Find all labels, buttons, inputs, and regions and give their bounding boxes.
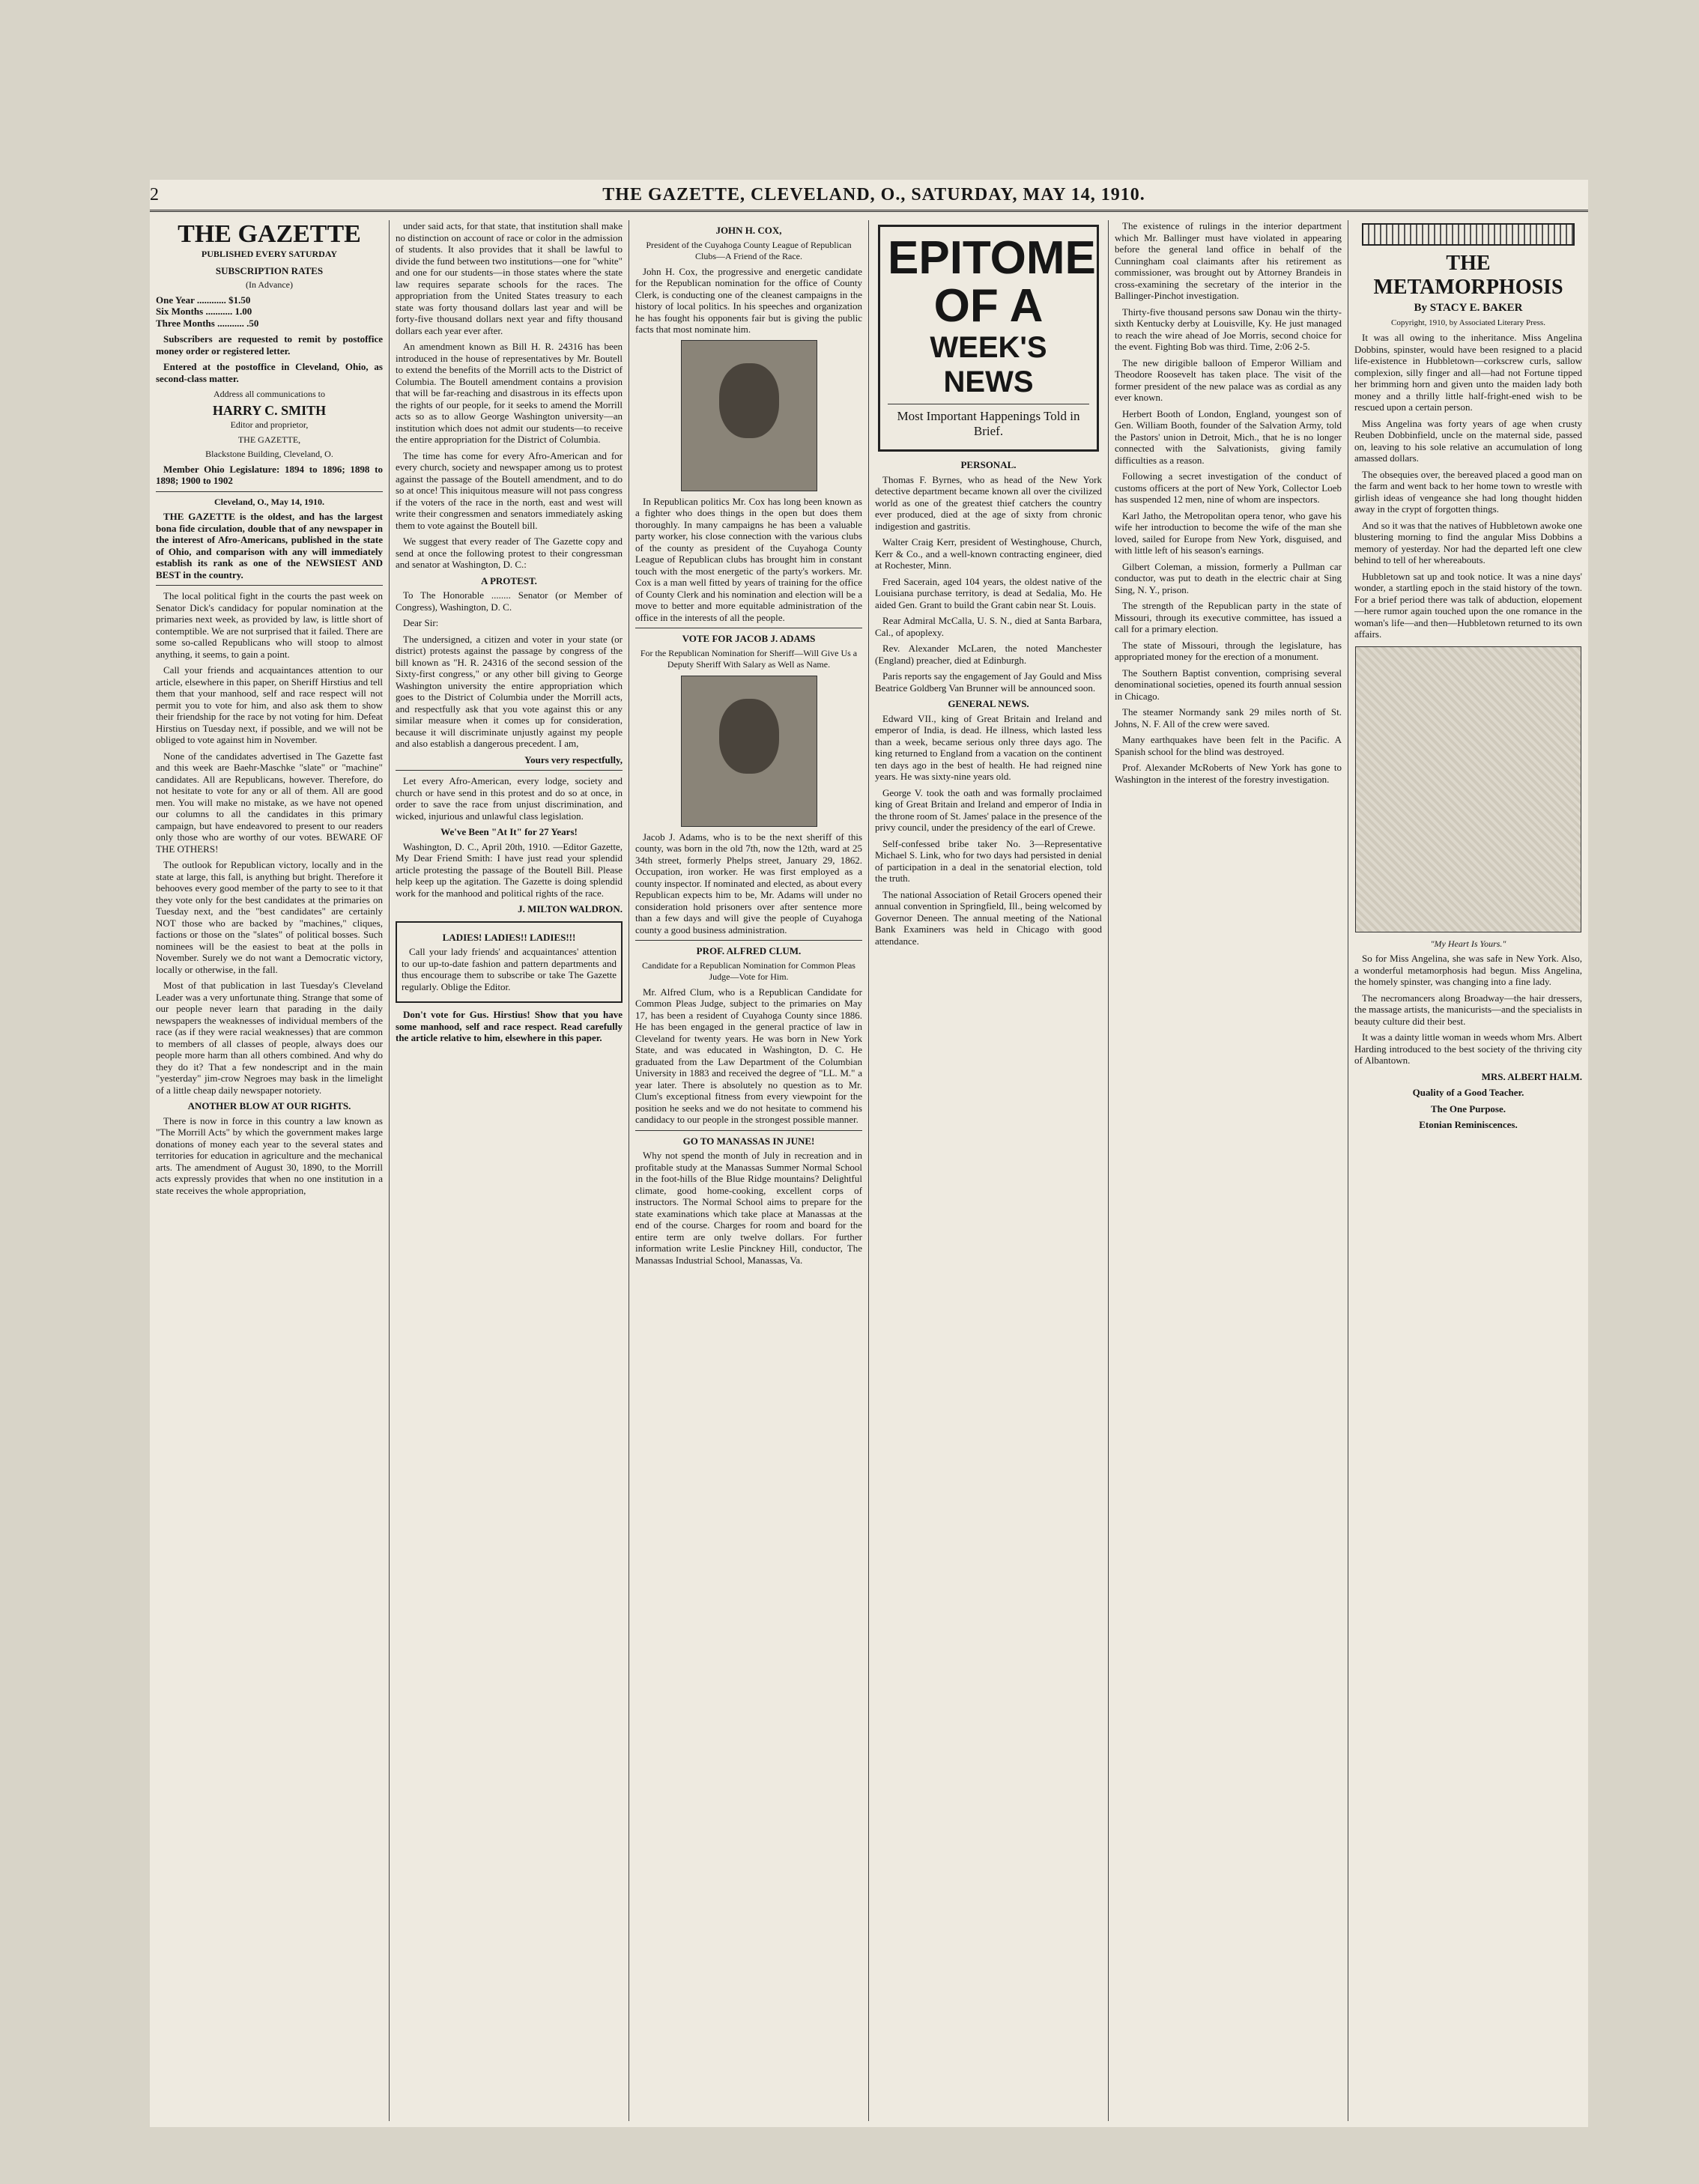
published-line: PUBLISHED EVERY SATURDAY [201, 249, 338, 259]
cox-portrait [681, 340, 817, 491]
protest-body: The undersigned, a citizen and voter in your state (or district) protests against the passage by congress of the bill known as "H. R. 24316 of the second session of the Sixty-first congress," or any other bill giving to George Washington university the entire appropriation which goes to the District of Columbia under the Morrill acts, and respectfully ask that you vote against this or any similar measure when it comes up for consideration, because it will discriminate unjustly against my people and also establish a dangerous precedent. I am, [396, 633, 623, 749]
protest-heading: A PROTEST. [481, 574, 537, 586]
intro-paragraph: THE GAZETTE is the oldest, and has the largest bona fide circulation, double that of any newspaper in the interest of Afro-Americans, published in the state of Ohio, and comparison with any will immediately establish its rank as one of the NEWSIEST AND BEST in the country. [156, 511, 383, 580]
another-blow-heading: ANOTHER BLOW AT OUR RIGHTS. [187, 1100, 351, 1111]
ornamental-border [1362, 223, 1575, 246]
ladies-box [396, 921, 623, 1004]
divider [635, 1130, 862, 1131]
clum-heading: PROF. ALFRED CLUM. [696, 945, 802, 956]
weve-been-letter: Washington, D. C., April 20th, 1910. —Editor Gazette, My Dear Friend Smith: I have just read your splendid article protesting the passage of the Boutell Bill. Please help keep up the agitation. The Gazette is doing splendid work for the manhood and political rights of the race. [396, 840, 623, 899]
story-signoff: MRS. ALBERT HALM. [1481, 1070, 1582, 1082]
editor-paper: THE GAZETTE, [237, 434, 301, 445]
story-paragraph: Miss Angelina was forty years of age when crusty Reuben Dobbinfield, uncle on the maternal side, passed on, leaving to his sole relative an accumulation of long amassed dollars. [1354, 417, 1582, 464]
epitome-subtitle: Most Important Happenings Told in Brief. [897, 409, 1080, 438]
divider [156, 585, 383, 586]
protest-closing: Yours very respectfully, [524, 753, 623, 765]
personal-item: Fred Sacerain, aged 104 years, the oldest native of the Louisiana purchase territory, is dead at Sedalia, Mo. He aided Gen. Grant to build the Grant cabin near St. Louis. [875, 575, 1102, 610]
cox-subheading: President of the Cuyahoga County League of Republican Clubs—A Friend of the Race. [646, 239, 852, 261]
entered-note: Entered at the postoffice in Cleveland, Ohio, as second-class matter. [156, 361, 383, 384]
column-2 [390, 220, 629, 2121]
address-line: Address all communications to [213, 389, 325, 399]
rate-one-year: One Year ............ $1.50 [156, 294, 251, 306]
epitome-box [878, 225, 1099, 452]
protest-salutation: Dear Sir: [403, 617, 439, 628]
editorial-paragraph: The outlook for Republican victory, locally and in the state at large, this fall, is anything but bright. Therefore it behooves every good member of the party to see to it that they vote only for the best candidates at the primaries on Tuesday next, and the "best candidates" are certainly NOT those who are backed by "machines," cliques, factions or those on the "slates" of political bosses. Such nominees will be the easiest to beat at the polls in November. Surely we do not want a Democratic victory, locally or otherwise, in the fall. [156, 859, 383, 975]
page-title: THE GAZETTE, CLEVELAND, O., SATURDAY, MAY 14, 1910. [602, 184, 1145, 204]
article-paragraph: The time has come for every Afro-American and for every church, society and newspaper among us to protest against the passage of the Boutell amendment, and to do so at once! This iniquitous measure will not pass congress if the voters of the race in the north, east and west will write their congressmen and senators immediately asking them to vote against the Boutell bill. [396, 449, 623, 531]
personal-item: Paris reports say the engagement of Jay Gould and Miss Beatrice Goldberg Van Brunner will be announced soon. [875, 670, 1102, 694]
weve-been-heading: We've Been "At It" for 27 Years! [440, 826, 578, 837]
nameplate: THE GAZETTE [178, 220, 361, 248]
page-masthead [150, 180, 1588, 212]
adams-portrait [681, 676, 817, 827]
weve-been-signature: J. MILTON WALDRON. [518, 903, 623, 914]
cox-paragraph: John H. Cox, the progressive and energetic candidate for the Republican nomination for the office of County Clerk, is conducting one of the cleanest campaigns in the history of local politics. In his speeches and organization he has fought his opponents fair but is giving the public facts that most nominate him. [635, 265, 862, 335]
news-item: The state of Missouri, through the legislature, has appropriated money for the erection of a monument. [1115, 639, 1342, 662]
general-news-item: The national Association of Retail Grocers opened their annual convention in Springfield, Ill., being welcomed by Governor Deneen. The annual meeting of the National Bank Examiners was held in Chicago with good attendance. [875, 888, 1102, 947]
news-item: The steamer Normandy sank 29 miles north of St. Johns, N. F. All of the crew were saved. [1115, 706, 1342, 729]
editorial-paragraph: The local political fight in the courts the past week on Senator Dick's candidacy for popular nomination at the primaries next week, as provided by law, is little short of contemptible. We are not surprised that it failed. There are some so-called Republicans who will stoop to almost anything, it seems, to gain a point. [156, 590, 383, 660]
general-news-item: George V. took the oath and was formally proclaimed king of Great Britain and Ireland and emperor of India in the throne room of St. James' palace in the presence of the privy council, under the presidency of the earl of Crewe. [875, 786, 1102, 833]
dateline: Cleveland, O., May 14, 1910. [214, 496, 324, 507]
divider [396, 770, 623, 771]
manassas-heading: GO TO MANASSAS IN JUNE! [682, 1135, 815, 1147]
column-1 [150, 220, 390, 2121]
story-paragraph: So for Miss Angelina, she was safe in New York. Also, a wonderful metamorphosis had begun. Miss Angelina, the homely spinster, was changing into a fine lady. [1354, 953, 1582, 987]
editor-title: Editor and proprietor, [230, 419, 309, 430]
short-item-heading: Quality of a Good Teacher. [1412, 1087, 1524, 1098]
let-every-paragraph: Let every Afro-American, every lodge, society and church or have send in this protest and do so at once, in order to save the race from unjust discrimination, and wicked, injurious and unlawful class legislation. [396, 775, 623, 822]
news-item: Many earthquakes have been felt in the Pacific. A Spanish school for the blind was destroyed. [1115, 734, 1342, 757]
story-byline: By STACY E. BAKER [1414, 302, 1523, 314]
story-paragraph: Hubbletown sat up and took notice. It was a nine days' wonder, a startling epoch in the staid history of the town. For a brief period there was talk of abduction, elopement—here rumor again touched upon the one romance in the woman's life—and then—Hubbletown returned to its own affairs. [1354, 570, 1582, 640]
short-item-heading: Etonian Reminiscences. [1419, 1119, 1518, 1130]
editorial-paragraph: Most of that publication in last Tuesday's Cleveland Leader was a very unfortunate thing. Strange that some of our people never learn that parading in the daily newspapers the weaknesses of individual members of the race (as if they were racial weaknesses) that are common to members of all classes of people, always does our people more harm than all others combined. And why do they do it? That a few nondescript and in the main "yesterday" jim-crow Negroes may bask in the limelight of a little cheap daily newspaper notoriety. [156, 980, 383, 1096]
clum-paragraph: Mr. Alfred Clum, who is a Republican Candidate for Common Pleas Judge, subject to the primaries on May 17, has been a resident of Cuyahoga County since 1886. He has been engaged in the general practice of law in Cleveland for twenty years. He was born in New York State, and was educated in Washington, D. C. He graduated from the Law Department of the Columbian University in 1883 and received the degree of "LL. M." a year later. There is absolutely no question as to Mr. Clum's exceptional fitness from every viewpoint for the position he seeks and we do not hesitate to commend his candidacy to our people in the strongest possible manner. [635, 986, 862, 1125]
column-6 [1348, 220, 1588, 2121]
personal-item: Thomas F. Byrnes, who as head of the New York detective department became known all over the civilized world as one of the greatest thief catchers the country ever produced, died at the age of sixty from chronic indigestion and gastritis. [875, 473, 1102, 532]
article-paragraph: under said acts, for that state, that institution shall make no distinction on account of race or color in the admission of students. It also provides that it shall be lawful to divide the fund between two institutions—one for "white" and one for our students—in those states where the state law requires separate schools for the races. The appropriation from the United States treasury to each state was forty thousand dollars last year and will be forty-five thousand dollars next year and fifty thousand dollars each year ever after. [396, 220, 623, 336]
story-paragraph: And so it was that the natives of Hubbletown awoke one blustering morning to find the angular Miss Dobbins a memory of yesterday. Nor had the departed left one clew behind to tell of her whereabouts. [1354, 519, 1582, 565]
short-item-heading: The One Purpose. [1430, 1102, 1506, 1114]
divider [635, 940, 862, 941]
newspaper-page [150, 180, 1588, 2127]
adams-paragraph: Jacob J. Adams, who is to be the next sheriff of this county, was born in the old 7th, now the 12th, ward at 25 34th street, formerly Phelps street, January 29, 1862. Occupation, iron worker. He was first employed as a county inspector. If nominated and elected, as about every Republican expects him to be, Mr. Adams will under no consideration hold prisoners over after sentence more than a few days and will give the people of Cuyahoga county a good business administration. [635, 831, 862, 935]
personal-heading: PERSONAL. [960, 459, 1017, 470]
editorial-paragraph: None of the candidates advertised in The Gazette fast and this week are Baehr-Maschke "slate" or "machine" candidates. All are Republicans, however. Therefore, do not hesitate to vote for any or all of them. All are good men. You will make no mistake, as we have not opened our columns to all the candidates in this primary campaign, but have endeavored to present to our readers only those who are worthy of our votes. BEWARE OF THE OTHERS! [156, 750, 383, 855]
story-illustration [1355, 646, 1581, 932]
personal-item: Rear Admiral McCalla, U. S. N., died at Santa Barbara, Cal., of apoplexy. [875, 615, 1102, 638]
editor-name: HARRY C. SMITH [212, 402, 327, 418]
general-news-item: Self-confessed bribe taker No. 3—Representative Michael S. Link, who for two days had persisted in denial of participation in a deal in the senatorial election, told the truth. [875, 837, 1102, 884]
personal-item: Walter Craig Kerr, president of Westinghouse, Church, Kerr & Co., and a well-known contracting engineer, died at Rochester, Minn. [875, 536, 1102, 571]
news-item: Following a secret investigation of the conduct of customs officers at the port of New York, Collector Loeb has suspended 12 men, nine of whom are inspectors. [1115, 470, 1342, 505]
column-3 [629, 220, 869, 2121]
news-item: Gilbert Coleman, a mission, formerly a Pullman car conductor, was put to death in the electric chair at Sing Sing, N. Y., prison. [1115, 560, 1342, 595]
epitome-title-2: OF A [933, 280, 1044, 332]
rate-six-months: Six Months ........... 1.00 [156, 306, 252, 317]
cox-heading: JOHN H. COX, [715, 225, 782, 236]
personal-item: Rev. Alexander McLaren, the noted Manchester (England) preacher, died at Edinburgh. [875, 643, 1102, 666]
dont-vote-note: Don't vote for Gus. Hirstius! Show that you have some manhood, self and race respect. Read carefully the article relative to him, elsewhere in this paper. [396, 1009, 623, 1043]
subscriber-note: Subscribers are requested to remit by postoffice money order or registered letter. [156, 333, 383, 357]
divider [156, 491, 383, 492]
page-number: 2 [150, 184, 160, 204]
news-item: Prof. Alexander McRoberts of New York has gone to Washington in the interest of the forestry investigation. [1115, 762, 1342, 785]
adams-heading: VOTE FOR JACOB J. ADAMS [682, 633, 816, 644]
story-paragraph: It was a dainty little woman in weeds whom Mrs. Albert Harding introduced to the best society of the thriving city of Albantown. [1354, 1031, 1582, 1066]
ladies-heading: LADIES! LADIES!! LADIES!!! [442, 931, 576, 943]
cox-paragraph: In Republican politics Mr. Cox has long been known as a fighter who does things in the open but does them thoroughly. In many campaigns he has been a valuable party worker, his close connection with the various clubs of the county as president of the Cuyahoga County League of Republican clubs has brought him in constant touch with the most energetic of the party's workers. Mr. Cox is a man well fitted by years of training for the office of County Clerk and his nomination and election will be a move to better and more equitable administration of the office in the interests of all the people. [635, 495, 862, 623]
epitome-title-1: EPITOME [888, 232, 1096, 284]
subscription-heading: SUBSCRIPTION RATES [215, 264, 324, 276]
general-news-heading: GENERAL NEWS. [948, 698, 1029, 709]
general-news-item: Edward VII., king of Great Britain and Ireland and emperor of India, is dead. He illness, which lasted less than a week, became serious only three days ago. The king returned to England from a vacation on the continent ten days ago in the best of health. He had reigned nine years. He was sixty-nine years old. [875, 712, 1102, 782]
ladies-text: Call your lady friends' and acquaintances' attention to our up-to-date fashion and pattern departments and thus encourage them to subscribe or take The Gazette regularly. Oblige the Editor. [402, 946, 617, 992]
illustration-caption: "My Heart Is Yours." [1430, 938, 1506, 949]
clum-subheading: Candidate for a Republican Nomination for Common Pleas Judge—Vote for Him. [642, 959, 855, 982]
article-paragraph: An amendment known as Bill H. R. 24316 has been introduced in the house of representatives by Mr. Boutell to extend the benefits of the Morrill acts to the District of Columbia. The Boutell amendment contains a provision that will be far-reaching and disastrous in its effects upon the rights of our people, for it seeks to amend the Morrill acts so as to allow George Washington university—an institution which does not admit our students—to receive the entire appropriation for the District of Columbia. [396, 341, 623, 445]
member-note: Member Ohio Legislature: 1894 to 1896; 1898 to 1898; 1900 to 1902 [156, 463, 383, 486]
news-item: The strength of the Republican party in the state of Missouri, through its executive committee, has issued a call for a primary election. [1115, 600, 1342, 634]
epitome-title-3: WEEK'S NEWS [930, 331, 1047, 398]
news-item: Herbert Booth of London, England, youngest son of Gen. William Booth, founder of the Salvation Army, told the Pastors' union in Detroit, Mich., that he is no longer connected with the Salvationists, giving family difficulties as a reason. [1115, 407, 1342, 466]
story-paragraph: The necromancers along Broadway—the hair dressers, the massage artists, the manicurists—and the specialists in beauty culture did their best. [1354, 992, 1582, 1027]
editor-address: Blackstone Building, Cleveland, O. [205, 449, 333, 459]
advance-note: (In Advance) [246, 279, 293, 290]
manassas-paragraph: Why not spend the month of July in recreation and in profitable study at the Manassas Summer Normal School in the foot-hills of the Blue Ridge mountains? Delightful climate, good home-cooking, excellent corps of instructors. The Normal School aims to prepare for the state examinations which take place at Manassas at the end of the course. Charges for room and board for the entire term are only twelve dollars. For further information write Leslie Pinckney Hill, conductor, The Manassas Industrial School, Manassas, Va. [635, 1150, 862, 1266]
adams-subheading: For the Republican Nomination for Sheriff—Will Give Us a Deputy Sheriff With Salary as Well as Name. [640, 647, 858, 670]
rate-three-months: Three Months ........... .50 [156, 317, 259, 329]
news-item: Thirty-five thousand persons saw Donau win the thirty-sixth Kentucky derby at Louisville, Ky. He just managed to reach the wire ahead of Joe Morris, second choice for the event. Fighting Bob was third. Time, 2:06 2-5. [1115, 306, 1342, 352]
story-paragraph: It was all owing to the inheritance. Miss Angelina Dobbins, spinster, would have been resigned to a placid life-existence in Hubbletown—corkscrew curls, sallow complexion, silly finger and all—had not Fortune tipped her brimming horn and given unto the maiden lady both money and a thrilly little half-fright-ened wish to be rescued upon a certain person. [1354, 332, 1582, 413]
column-5 [1109, 220, 1348, 2121]
news-item: The existence of rulings in the interior department which Mr. Ballinger must have violated in appearing before the general land office in behalf of the Cunningham coal claimants after his retirement as commissioner, was brought out by Attorney Brandeis in cross-examining the secretary of the interior in the Ballinger-Pinchot investigation. [1115, 220, 1342, 301]
news-item: The new dirigible balloon of Emperor William and Theodore Roosevelt has taken place. The visit of the former president of the new palace was as cordial as any ever known. [1115, 357, 1342, 403]
protest-addressee: To The Honorable ........ Senator (or Member of Congress), Washington, D. C. [396, 589, 623, 613]
column-4 [869, 220, 1109, 2121]
news-item: Karl Jatho, the Metropolitan opera tenor, who gave his wife her introduction to become the wife of the man she loved, sailed for Europe from New York, disguised, and with little left of his season's earnings. [1115, 509, 1342, 556]
story-paragraph: The obsequies over, the bereaved placed a good man on the farm and went back to her home town to wrestle with girlish ideas of vengeance she had long thought hidden away in the crypt of forgotten things. [1354, 468, 1582, 515]
another-blow-text: There is now in force in this country a law known as "The Morrill Acts" by which the government makes large donations of money each year to the several states and territories for education in agriculture and the mechanical arts. The amendment of August 30, 1890, to the Morrill acts expressly provides that when no one institution in a state receives the whole appropriation, [156, 1114, 383, 1196]
story-copyright: Copyright, 1910, by Associated Literary Press. [1391, 318, 1545, 327]
article-paragraph: We suggest that every reader of The Gazette copy and send at once the following protest to their congressman and senator at Washington, D. C.: [396, 536, 623, 570]
editorial-paragraph: Call your friends and acquaintances attention to our article, elsewhere in this paper, on Sheriff Hirstius and tell them that your manhood, self and race respect will not permit you to vote for him, and also ask them to show their friendship for the race by not voting for him. Defeat Hirstius on Tuesday next, if possible, and we will not be obliged to vote against him in November. [156, 664, 383, 745]
news-item: The Southern Baptist convention, comprising several denominational societies, opened its fourth annual session in Chicago. [1115, 667, 1342, 702]
story-title: THE METAMORPHOSIS [1373, 252, 1563, 299]
